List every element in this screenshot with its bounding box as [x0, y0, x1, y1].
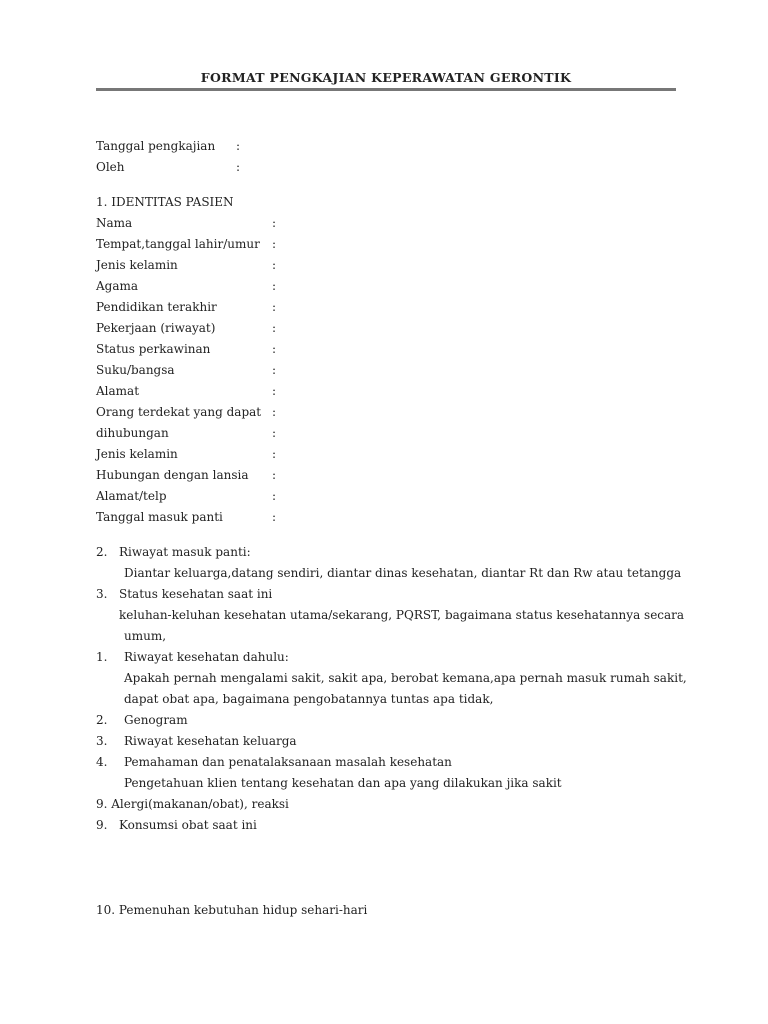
field-label-tanggal-pengkajian: Tanggal pengkajian	[96, 139, 216, 153]
field-separator: :	[272, 216, 277, 230]
field-separator: :	[272, 279, 277, 293]
item-konsumsi-obat: Konsumsi obat saat ini	[119, 818, 257, 832]
field-separator: :	[272, 510, 277, 524]
field-label: Orang terdekat yang dapat	[96, 405, 262, 419]
item-number: 3.	[96, 734, 108, 748]
item-number: 2.	[96, 713, 108, 727]
item-description: Pengetahuan klien tentang kesehatan dan apa yang dilakukan jika sakit	[124, 776, 562, 790]
field-label: Jenis kelamin	[96, 258, 178, 272]
item-riwayat-masuk-panti: Riwayat masuk panti:	[119, 545, 251, 559]
field-label: Nama	[96, 216, 133, 230]
field-label: Pekerjaan (riwayat)	[96, 321, 216, 335]
field-separator: :	[272, 489, 277, 503]
field-separator: :	[272, 258, 277, 272]
item-description: dapat obat apa, bagaimana pengobatannya tuntas apa tidak,	[124, 692, 494, 706]
item-description: umum,	[124, 629, 167, 643]
title-underline	[96, 88, 676, 91]
item-number: 9.	[96, 818, 108, 832]
item-description: Apakah pernah mengalami sakit, sakit apa, berobat kemana,apa pernah masuk rumah sakit,	[124, 671, 687, 685]
field-separator: :	[272, 384, 277, 398]
field-separator: :	[272, 426, 277, 440]
field-separator: :	[236, 160, 241, 174]
item-description: Diantar keluarga,datang sendiri, diantar dinas kesehatan, diantar Rt dan Rw atau tetangga	[124, 566, 682, 580]
field-separator: :	[272, 342, 277, 356]
field-label: Hubungan dengan lansia	[96, 468, 249, 482]
field-separator: :	[236, 139, 241, 153]
field-separator: :	[272, 447, 277, 461]
item-number: 1.	[96, 650, 108, 664]
field-label: Jenis kelamin	[96, 447, 178, 461]
field-label: Tempat,tanggal lahir/umur	[96, 237, 260, 251]
field-separator: :	[272, 363, 277, 377]
field-label: Tanggal masuk panti	[96, 510, 223, 524]
field-label: Alamat	[96, 384, 140, 398]
field-separator: :	[272, 468, 277, 482]
field-label: Suku/bangsa	[96, 363, 175, 377]
item-number: 2.	[96, 545, 108, 559]
field-separator: :	[272, 321, 277, 335]
item-pemenuhan-kebutuhan: 10. Pemenuhan kebutuhan hidup sehari-hari	[96, 903, 368, 917]
field-label: Pendidikan terakhir	[96, 300, 217, 314]
item-description: keluhan-keluhan kesehatan utama/sekarang, PQRST, bagaimana status kesehatannya secara	[119, 608, 685, 622]
item-genogram: Genogram	[124, 713, 188, 727]
field-separator: :	[272, 237, 277, 251]
item-alergi: 9. Alergi(makanan/obat), reaksi	[96, 797, 289, 811]
item-riwayat-kesehatan-keluarga: Riwayat kesehatan keluarga	[124, 734, 297, 748]
field-separator: :	[272, 405, 277, 419]
item-status-kesehatan: Status kesehatan saat ini	[119, 587, 273, 601]
section-heading-identitas: 1. IDENTITAS PASIEN	[96, 195, 234, 209]
field-label: Status perkawinan	[96, 342, 211, 356]
field-label: dihubungan	[96, 426, 169, 440]
item-number: 3.	[96, 587, 108, 601]
item-riwayat-kesehatan-dahulu: Riwayat kesehatan dahulu:	[124, 650, 289, 664]
item-number: 4.	[96, 755, 108, 769]
field-separator: :	[272, 300, 277, 314]
field-label-oleh: Oleh	[96, 160, 125, 174]
item-pemahaman: Pemahaman dan penatalaksanaan masalah kesehatan	[124, 755, 452, 769]
field-label: Agama	[96, 279, 139, 293]
field-label: Alamat/telp	[96, 489, 167, 503]
document-title: FORMAT PENGKAJIAN KEPERAWATAN GERONTIK	[200, 70, 572, 85]
